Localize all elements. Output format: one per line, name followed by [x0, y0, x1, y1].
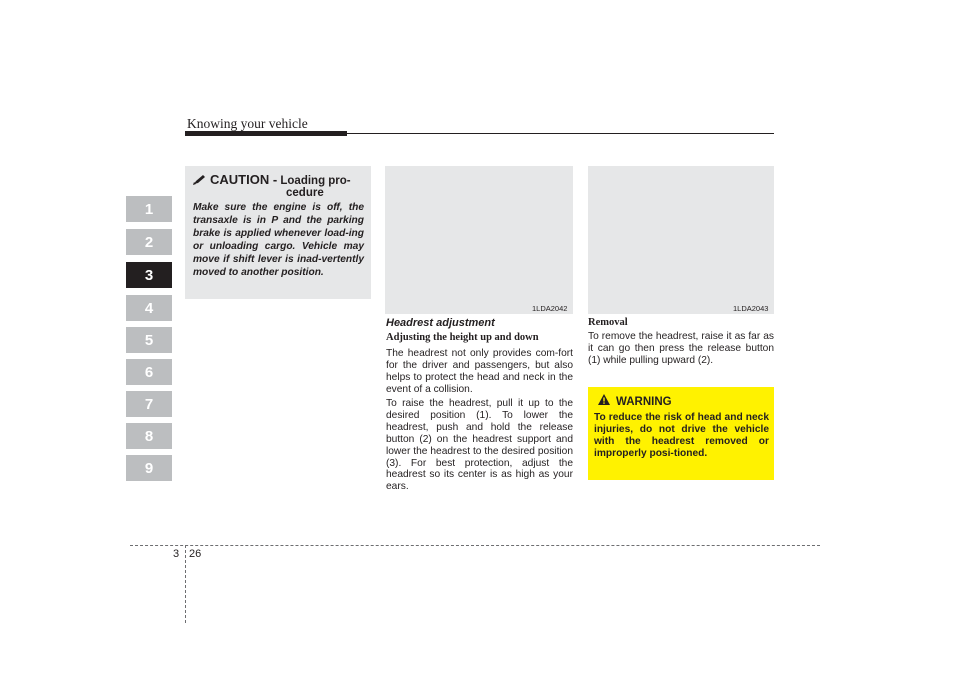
chapter-tab-1[interactable]: 1 — [126, 196, 172, 222]
caution-topic-line1: Loading pro- — [280, 175, 351, 187]
chapter-tab-7[interactable]: 7 — [126, 391, 172, 417]
removal-subtitle: Removal — [588, 317, 628, 328]
footer-chapter-number: 3 — [173, 548, 180, 560]
headrest-adjust-figure — [385, 166, 573, 314]
chapter-tab-8[interactable]: 8 — [126, 423, 172, 449]
pencil-icon — [193, 175, 206, 185]
chapter-tab-9[interactable]: 9 — [126, 455, 172, 481]
chapter-tab-5[interactable]: 5 — [126, 327, 172, 353]
section-title: Headrest adjustment — [386, 317, 495, 329]
warning-body: To reduce the risk of head and neck injuries, do not drive the vehicle with the headrest removed or improperly posi-tioned. — [594, 412, 769, 459]
removal-paragraph: To remove the headrest, raise it as far as it can go then press the release button (1) while pulling upward (2). — [588, 331, 774, 366]
caution-keyword: CAUTION - — [210, 172, 278, 187]
warning-title: WARNING — [616, 396, 672, 408]
figure-code-2: 1LDA2043 — [733, 304, 769, 313]
caution-heading — [193, 172, 365, 199]
footer-rule — [130, 545, 820, 546]
footer-page-number: 26 — [189, 548, 202, 560]
page-header-title: Knowing your vehicle — [187, 116, 308, 131]
adjust-paragraph-2: To raise the headrest, pull it up to the desired position (1). To lower the headrest, push and hold the release button (2) on the headrest support and lower the headrest to the desired position (3). For best protection, adjust the headrest so its center is as high as your ears. — [386, 398, 573, 493]
header-accent-bar — [185, 131, 347, 136]
headrest-removal-figure — [588, 166, 774, 314]
chapter-tab-3[interactable]: 3 — [126, 262, 172, 288]
caution-body: Make sure the engine is off, the transaxle is in P and the parking brake is applied whenever load-ing or unloading cargo. Vehicle may move if shift lever is inad-vertently moved to another position. — [193, 202, 364, 278]
adjust-paragraph-1: The headrest not only provides com-fort for the driver and passengers, but also helps to protect the head and neck in the event of a collision. — [386, 348, 573, 395]
caution-topic-line2: cedure — [286, 187, 324, 199]
adjust-subtitle: Adjusting the height up and down — [386, 332, 539, 343]
chapter-tab-6[interactable]: 6 — [126, 359, 172, 385]
chapter-tab-4[interactable]: 4 — [126, 295, 172, 321]
figure-code-1: 1LDA2042 — [532, 304, 568, 313]
footer-divider — [185, 545, 186, 623]
chapter-tab-2[interactable]: 2 — [126, 229, 172, 255]
warning-triangle-icon — [598, 394, 610, 405]
